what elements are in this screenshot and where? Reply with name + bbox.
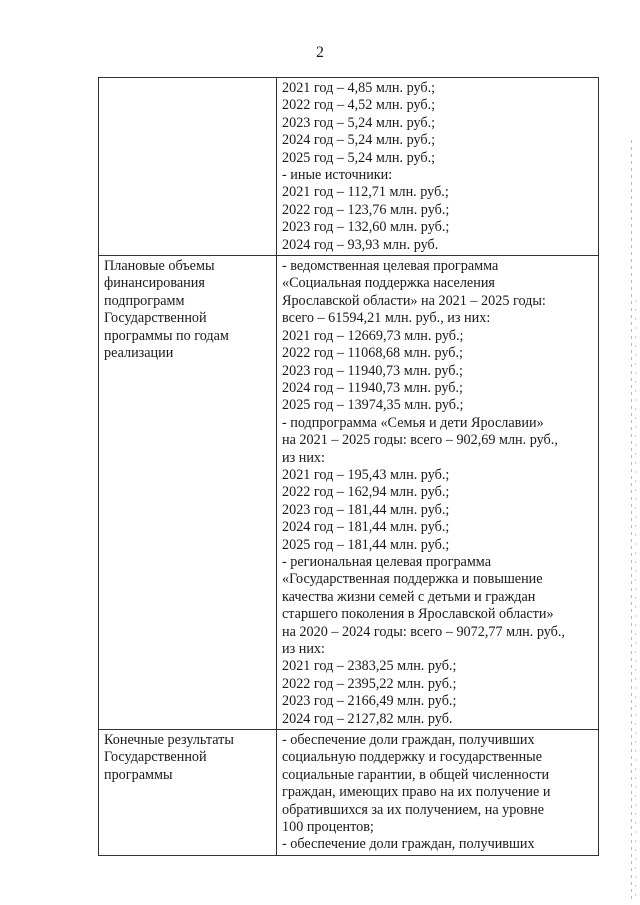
content-line: обратившихся за их получением, на уровне [282,801,545,818]
label-line: программы по годам [104,327,229,344]
content-line: социальные гарантии, в общей численности [282,766,550,783]
content-line: Ярославской области» на 2021 – 2025 годы: [282,292,546,309]
content-line: 100 процентов; [282,819,374,836]
content-line: 2022 год – 11068,68 млн. руб.; [282,345,463,362]
content-line: 2021 год – 112,71 млн. руб.; [282,184,449,201]
content-line: граждан, имеющих право на их получение и [282,784,551,801]
content-line: старшего поколения в Ярославской области» [282,606,554,623]
content-line: из них: [282,641,325,657]
table-body [99,78,599,856]
content-line: 2022 год – 4,52 млн. руб.; [282,97,436,114]
row-label-cell [99,730,277,856]
label-line: Плановые объемы [104,258,215,275]
content-line: 2024 год – 181,44 млн. руб.; [282,519,450,536]
content-line: 2022 год – 162,94 млн. руб.; [282,484,450,501]
content-line: - обеспечение доли граждан, получивших [282,836,535,853]
content-line: 2023 год – 181,44 млн. руб.; [282,501,450,518]
row-content-cell [277,78,599,256]
content-line: 2024 год – 2127,82 млн. руб. [282,710,453,727]
row-content-cell [277,730,599,856]
content-line: 2023 год – 5,24 млн. руб.; [282,114,436,131]
content-line: 2023 год – 132,60 млн. руб.; [282,219,450,236]
scan-edge-artifact [635,300,636,900]
content-line: 2024 год – 11940,73 млн. руб.; [282,379,463,396]
content-line: 2025 год – 13974,35 млн. руб.; [282,397,464,414]
content-line: 2022 год – 123,76 млн. руб.; [282,201,450,218]
content-line: 2021 год – 12669,73 млн. руб.; [282,327,464,344]
content-line: 2021 год – 195,43 млн. руб.; [282,466,450,483]
content-line: «Государственная поддержка и повышение [282,571,543,588]
label-line: подпрограмм [104,292,185,309]
page-number: 2 [316,44,324,61]
content-line: - подпрограмма «Семья и дети Ярославии» [282,414,544,431]
row-content-cell [277,256,599,730]
label-line: Государственной [104,310,207,327]
content-line: социальную поддержку и государственные [282,749,543,766]
content-line: «Социальная поддержка населения [282,275,495,292]
label-line: программы [104,766,173,783]
content-line: на 2020 – 2024 годы: всего – 9072,77 млн. руб., [282,623,565,640]
content-line: - ведомственная целевая программа [282,258,499,275]
content-line: 2021 год – 4,85 млн. руб.; [282,80,436,96]
content-line: 2023 год – 11940,73 млн. руб.; [282,362,463,379]
content-line: качества жизни семей с детьми и граждан [282,588,536,605]
content-line: - обеспечение доли граждан, получивших [282,732,535,749]
content-line: - иные источники: [282,167,393,184]
content-line: 2024 год – 93,93 млн. руб. [282,236,439,253]
row-label-cell [99,78,277,256]
content-line: 2022 год – 2395,22 млн. руб.; [282,675,457,692]
content-line: 2023 год – 2166,49 млн. руб.; [282,693,457,710]
content-line: из них: [282,449,325,466]
content-line: 2024 год – 5,24 млн. руб.; [282,132,436,149]
label-line: Конечные результаты [104,732,234,749]
program-passport-table [98,77,599,856]
scan-edge-artifact [631,140,632,900]
content-line: 2021 год – 2383,25 млн. руб.; [282,658,457,675]
content-line: всего – 61594,21 млн. руб., из них: [282,310,491,327]
table-row [99,256,599,730]
label-line: реализации [104,345,174,362]
table-row [99,730,599,856]
content-line: 2025 год – 5,24 млн. руб.; [282,149,436,166]
label-line: финансирования [104,275,205,292]
row-label-cell [99,256,277,730]
label-line: Государственной [104,749,207,766]
content-line: 2025 год – 181,44 млн. руб.; [282,536,450,553]
content-line: на 2021 – 2025 годы: всего – 902,69 млн. руб., [282,432,558,449]
table-row [99,78,599,256]
content-line: - региональная целевая программа [282,553,491,570]
